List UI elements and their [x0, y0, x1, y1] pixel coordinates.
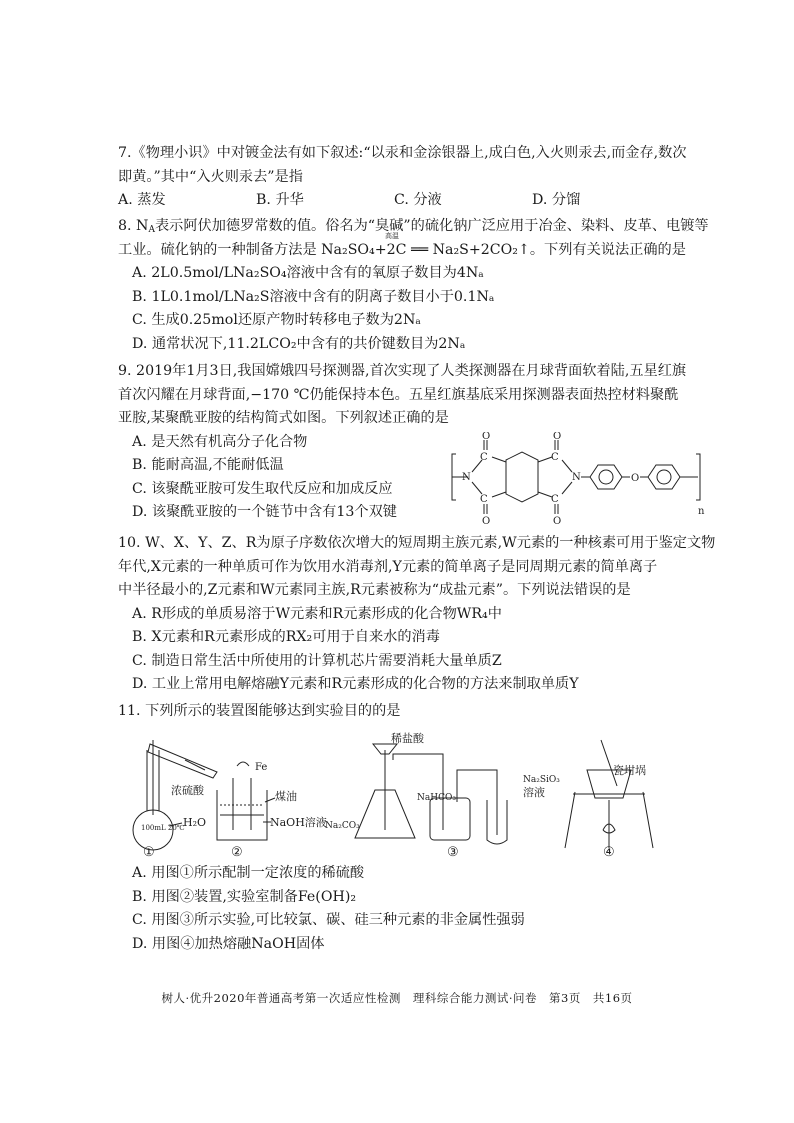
label-naoh-solution: NaOH溶液: [270, 816, 327, 829]
figure-number-2: ②: [231, 845, 243, 860]
figure-number-1: ①: [143, 845, 155, 860]
tripod-legs: [565, 792, 653, 848]
carbonyl-c-4: C: [551, 494, 559, 505]
label-concentrated-acid: 浓硫酸: [171, 784, 204, 797]
q8-n-subscript: A: [148, 225, 155, 235]
label-na2co3: Na₂CO₃: [325, 821, 360, 831]
label-dilute-hcl: 稀盐酸: [391, 732, 424, 745]
phenyl-ring-1: [590, 465, 622, 489]
q7-options: [118, 189, 708, 213]
right-n-atom: N: [572, 472, 581, 483]
stirring-rod: [601, 740, 617, 786]
figure-4-crucible-tripod: [565, 740, 653, 848]
q7-option-a: A. 蒸发: [118, 192, 166, 208]
page-footer: 树人·优升2020年普通高考第一次适应性检测 理科综合能力测试·问卷 第3页 共16页: [161, 991, 633, 1005]
q10-option-d: D. 工业上常用电解熔融Y元素和R元素形成的化合物的方法来制取单质Y: [132, 676, 579, 692]
label-solution: 溶液: [523, 786, 545, 799]
wash-bottle: [430, 798, 470, 840]
label-fe: Fe: [255, 762, 268, 773]
figure-2-beaker-fe: [217, 762, 327, 840]
q9-line3: 亚胺,某聚酰亚胺的结构简式如图。下列叙述正确的是: [118, 410, 449, 426]
label-nahco3: NaHCO₃: [417, 793, 456, 803]
figure-3-gas-apparatus: [325, 731, 560, 844]
q7-line2: 即黄。”其中“入火则汞去”是指: [118, 168, 303, 185]
apparatus-figures: [125, 730, 685, 860]
q10-option-c: C. 制造日常生活中所使用的计算机芯片需要消耗大量单质Z: [132, 652, 502, 669]
figure-1-volumetric-flask: [133, 740, 217, 850]
central-benzene-ring: [506, 452, 538, 502]
q8-option-b: B. 1L0.1mol/LNa₂S溶液中含有的阴离子数目小于0.1Nₐ: [132, 288, 495, 305]
q8-line2: 工业。硫化钠的一种制备方法是 Na₂SO₄+2C ══ Na₂S+2CO₂↑。下列有关说法正确的是: [118, 241, 686, 258]
q9-option-c: C. 该聚酰亚胺可发生取代反应和加成反应: [132, 480, 393, 497]
label-porcelain-crucible: 瓷坩埚: [613, 764, 646, 777]
q7-option-b: B. 升华: [256, 192, 304, 208]
oxygen-3: O: [553, 432, 562, 442]
question-11: [118, 700, 708, 724]
q9-option-b: B. 能耐高温,不能耐低温: [132, 457, 284, 473]
q7-option-c: C. 分液: [394, 192, 442, 208]
q9-line1: 9. 2019年1月3日,我国嫦娥四号探测器,首次实现了人类探测器在月球背面软着陆,五星红旗: [118, 363, 687, 379]
question-7: [118, 142, 708, 213]
label-na2sio3: Na₂SiO₃: [523, 775, 560, 785]
ether-oxygen: O: [631, 473, 640, 484]
label-water: H₂O: [183, 816, 207, 829]
q9-option-d: D. 该聚酰亚胺的一个链节中含有13个双键: [132, 504, 397, 520]
q9-line2: 首次闪耀在月球背面,−170 ℃仍能保持本色。五星红旗基底采用探测器表面热控材料聚酰: [118, 386, 679, 403]
q8-reaction-condition: 高温: [385, 232, 399, 240]
phenyl-ring-2: [648, 465, 680, 489]
delivery-tube-1: [393, 754, 443, 830]
delivery-tube-2: [457, 770, 497, 835]
q8-n-symbol: 8. N: [118, 218, 149, 234]
carbonyl-c-2: C: [480, 494, 488, 505]
q10-line1: 10. W、X、Y、Z、R为原子序数依次增大的短周期主族元素,W元素的一种核素可用于鉴定文物: [118, 535, 716, 551]
carbonyl-c-3: C: [551, 452, 559, 463]
figure-number-4: ④: [603, 845, 615, 860]
polyimide-structure-figure: [448, 432, 706, 528]
pouring-cylinder: [148, 744, 217, 778]
label-flask-spec: 100mL 20℃: [141, 824, 185, 832]
question-11-options: [118, 862, 708, 956]
q11-option-d: D. 用图④加热熔融NaOH固体: [132, 935, 325, 952]
q7-option-d: D. 分馏: [532, 192, 581, 208]
carbonyl-c-1: C: [480, 452, 488, 463]
oxygen-1: O: [482, 432, 491, 442]
q11-option-a: A. 用图①所示配制一定浓度的稀硫酸: [132, 865, 365, 881]
q11-option-c: C. 用图③所示实验,可比较氯、碳、硅三种元素的非金属性强弱: [132, 912, 525, 928]
q8-option-a: A. 2L0.5mol/LNa₂SO₄溶液中含有的氧原子数目为4Nₐ: [132, 265, 484, 281]
q10-line2: 年代,X元素的一种单质可作为饮用水消毒剂,Y元素的简单离子是同周期元素的简单离子: [118, 558, 658, 575]
left-n-atom: N: [462, 472, 471, 483]
q11-line1: 11. 下列所示的装置图能够达到实验目的的是: [118, 703, 401, 719]
oxygen-2: O: [482, 516, 491, 527]
q8-line1-text: 表示阿伏加德罗常数的值。俗名为“臭碱”的硫化钠广泛应用于冶金、染料、皮革、电镀等: [154, 218, 709, 234]
q8-option-c: C. 生成0.25mol还原产物时转移电子数为2Nₐ: [132, 312, 421, 328]
q9-option-a: A. 是天然有机高分子化合物: [132, 433, 308, 450]
q10-line3: 中半径最小的,Z元素和W元素同主族,R元素被称为“成盐元素”。下列说法错误的是: [118, 582, 631, 598]
q7-line1: 7.《物理小识》中对镀金法有如下叙述:“以汞和金涂银器上,成白色,入火则汞去,而金存,数次: [118, 145, 687, 161]
q11-option-b: B. 用图②装置,实验室制备Fe(OH)₂: [132, 888, 357, 905]
repeat-n-subscript: n: [698, 506, 705, 517]
q8-line1: [118, 215, 708, 239]
label-kerosene: 煤油: [275, 790, 297, 803]
question-10: [118, 532, 716, 697]
figure-number-3: ③: [447, 845, 459, 860]
question-8: [118, 215, 708, 356]
q8-option-d: D. 通常状况下,11.2LCO₂中含有的共价键数目为2Nₐ: [132, 335, 466, 352]
q10-option-a: A. R形成的单质易溶于W元素和R元素形成的化合物WR₄中: [132, 605, 502, 622]
oxygen-4: O: [553, 516, 562, 527]
q10-option-b: B. X元素和R元素形成的RX₂可用于自来水的消毒: [132, 629, 440, 645]
